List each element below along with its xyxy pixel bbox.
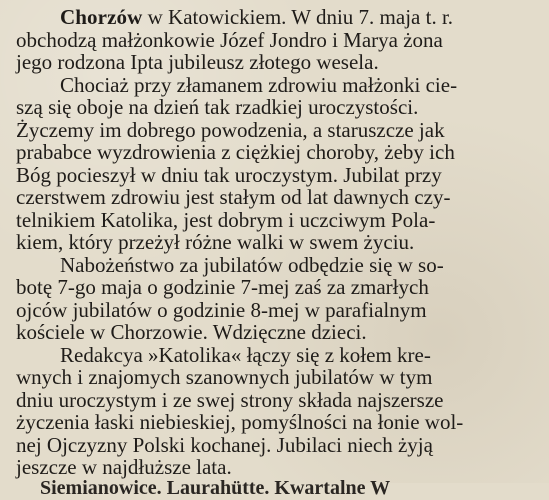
- article-column: [16, 6, 542, 479]
- article-line-20: nej Ojczyzny Polski kochanej. Jubilaci niech żyją: [16, 432, 433, 457]
- article-line-7: prababce wyzdrowienia z ciężkiej choroby, żeby ich: [16, 140, 455, 164]
- article-line-8: Bóg pocieszył w dniu tak uroczystym. Jubilat przy: [16, 162, 442, 187]
- next-heading-fragment: Siemianowice. Laurahütte. Kwartalne W: [40, 477, 391, 499]
- article-lead: Chorzów: [60, 5, 143, 29]
- article-line-17: wnych i znajomych szanownych jubilatów w tym: [16, 365, 433, 389]
- article-line-16: Redakcya »Katolika« łączy się z kołem kre-: [60, 342, 431, 367]
- article-line-13: botę 7-go maja o godzinie 7-mej zaś za zmarłych: [16, 275, 429, 299]
- article-line-15: kościele w Chorzowie. Wdzięczne dzieci.: [16, 320, 367, 344]
- article-line-21: jeszcze w najdłuższe lata.: [16, 455, 232, 479]
- article-line-3: jego rodzona Ipta jubileusz złotego wesela.: [16, 50, 379, 74]
- article-line-18: dniu uroczystym i ze swej strony składa najszersze: [16, 387, 444, 412]
- article-line-6: Życzemy im dobrego powodzenia, a staruszcze jak: [16, 117, 445, 142]
- article-line-10: telnikiem Katolika, jest dobrym i uczciwym Pola-: [16, 207, 436, 232]
- article-line-9: czerstwem zdrowiu jest stałym od lat dawnych czy-: [16, 185, 451, 209]
- article-line-2: obchodzą małżonkowie Józef Jondro i Marya żona: [16, 27, 443, 52]
- article-line-4: Chociaż przy złamanem zdrowiu małżonki cie-: [60, 72, 458, 97]
- article-line-11: kiem, który przeżył różne walki w swem życiu.: [16, 230, 415, 254]
- article-line-19: życzenia łaski niebieskiej, pomyślności na łonie wol-: [16, 410, 464, 434]
- article-line-5: szą się oboje na dzień tak rzadkiej uroczystości.: [16, 95, 419, 119]
- article-line-14: ojców jubilatów o godzinie 8-mej w parafialnym: [16, 297, 427, 322]
- article-line-1-text: w Katowickiem. W dniu 7. maja t. r.: [142, 5, 454, 29]
- article-line-1: [16, 6, 542, 29]
- article-line-12: Nabożeństwo za jubilatów odbędzie się w so-: [60, 252, 444, 277]
